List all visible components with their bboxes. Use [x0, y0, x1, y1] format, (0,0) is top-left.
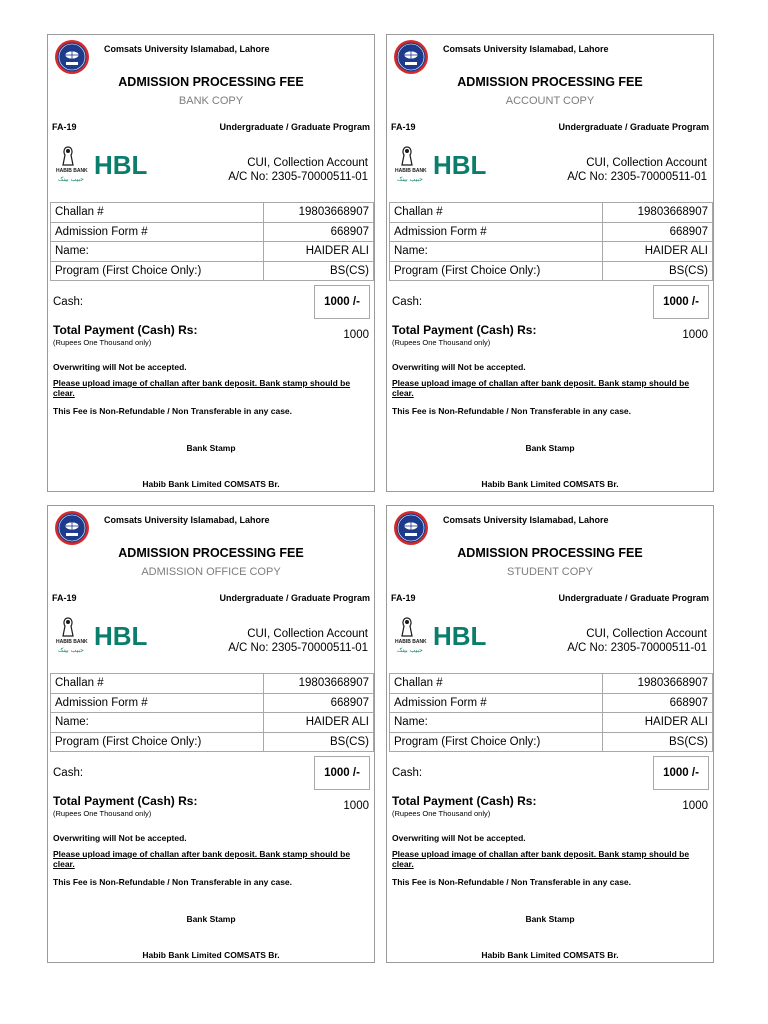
name-label: Name:	[51, 713, 264, 733]
form-code: FA-19	[52, 122, 77, 132]
program-type: Undergraduate / Graduate Program	[219, 122, 370, 132]
total-payment-value: 1000	[682, 329, 708, 341]
challan-account-copy	[386, 34, 714, 492]
program-type: Undergraduate / Graduate Program	[558, 593, 709, 603]
non-refundable-note: This Fee is Non-Refundable / Non Transferable in any case.	[392, 406, 632, 416]
bank-branch-label: Habib Bank Limited COMSATS Br.	[142, 479, 280, 489]
hbl-logo-icon	[54, 141, 150, 185]
bank-stamp-label: Bank Stamp	[186, 914, 236, 924]
challan-admission-office-copy	[47, 505, 375, 963]
bank-logo-urdu: حبیب بینک	[397, 647, 423, 654]
total-payment-label: Total Payment (Cash) Rs:	[392, 323, 537, 337]
hbl-logo-icon	[393, 141, 489, 185]
total-payment-label: Total Payment (Cash) Rs:	[392, 794, 537, 808]
total-in-words: (Rupees One Thousand only)	[392, 809, 491, 818]
challan-label: Challan #	[51, 674, 264, 694]
program-label: Program (First Choice Only:)	[390, 261, 603, 281]
table-row	[51, 674, 374, 694]
program-type: Undergraduate / Graduate Program	[219, 593, 370, 603]
bank-branch-label: Habib Bank Limited COMSATS Br.	[481, 950, 619, 960]
overwriting-note: Overwriting will Not be accepted.	[53, 833, 187, 843]
account-number: A/C No: 2305-70000511-01	[228, 642, 368, 654]
bank-logo-text: HBL	[433, 621, 487, 651]
table-row	[51, 242, 374, 262]
cash-label: Cash:	[392, 767, 423, 779]
bank-logo-subtitle: HABIB BANK	[56, 168, 88, 174]
account-number: A/C No: 2305-70000511-01	[567, 642, 707, 654]
name-value: HAIDER ALI	[264, 713, 374, 733]
table-row	[390, 242, 713, 262]
name-value: HAIDER ALI	[603, 713, 713, 733]
fee-title: ADMISSION PROCESSING FEE	[118, 546, 304, 560]
cash-label: Cash:	[53, 767, 84, 779]
account-info	[567, 627, 707, 655]
upload-instruction-note: Please upload image of challan after bank deposit. Bank stamp should be clear.	[53, 378, 351, 398]
copy-type-label: ADMISSION OFFICE COPY	[141, 566, 281, 578]
challan-value: 19803668907	[603, 674, 713, 694]
account-info	[567, 156, 707, 184]
account-name: CUI, Collection Account	[586, 628, 707, 640]
upload-instruction-note: Please upload image of challan after bank deposit. Bank stamp should be clear.	[392, 378, 690, 398]
account-info	[228, 156, 368, 184]
admission-form-label: Admission Form #	[390, 222, 603, 242]
table-row	[390, 261, 713, 281]
table-row	[390, 693, 713, 713]
table-row	[51, 222, 374, 242]
bank-logo-subtitle: HABIB BANK	[56, 639, 88, 645]
challan-value: 19803668907	[264, 674, 374, 694]
cash-amount-box: 1000 /-	[314, 756, 370, 790]
hbl-logo-icon	[393, 612, 489, 656]
copy-type-label: ACCOUNT COPY	[505, 95, 595, 107]
account-name: CUI, Collection Account	[247, 157, 368, 169]
program-value: BS(CS)	[603, 732, 713, 752]
non-refundable-note: This Fee is Non-Refundable / Non Transferable in any case.	[53, 877, 293, 887]
account-info	[228, 627, 368, 655]
university-logo-icon	[54, 510, 90, 546]
overwriting-note: Overwriting will Not be accepted.	[53, 362, 187, 372]
name-value: HAIDER ALI	[603, 242, 713, 262]
admission-form-value: 668907	[264, 222, 374, 242]
table-row	[51, 261, 374, 281]
bank-branch-label: Habib Bank Limited COMSATS Br.	[142, 950, 280, 960]
hbl-logo-icon	[54, 612, 150, 656]
challan-details-table	[389, 673, 713, 752]
admission-form-value: 668907	[264, 693, 374, 713]
cash-amount-box: 1000 /-	[653, 285, 709, 319]
cash-amount-box: 1000 /-	[653, 756, 709, 790]
fee-title: ADMISSION PROCESSING FEE	[457, 75, 643, 89]
cash-label: Cash:	[392, 296, 423, 308]
program-value: BS(CS)	[264, 261, 374, 281]
total-payment-value: 1000	[682, 800, 708, 812]
university-name: Comsats University Islamabad, Lahore	[104, 44, 270, 54]
table-row	[390, 674, 713, 694]
name-label: Name:	[390, 242, 603, 262]
bank-logo-text: HBL	[94, 150, 148, 180]
program-type: Undergraduate / Graduate Program	[558, 122, 709, 132]
total-in-words: (Rupees One Thousand only)	[53, 809, 152, 818]
bank-stamp-label: Bank Stamp	[525, 443, 575, 453]
fee-title: ADMISSION PROCESSING FEE	[457, 546, 643, 560]
total-payment-value: 1000	[343, 800, 369, 812]
table-row	[51, 732, 374, 752]
challan-details-table	[50, 673, 374, 752]
university-name: Comsats University Islamabad, Lahore	[104, 515, 270, 525]
table-row	[51, 693, 374, 713]
program-label: Program (First Choice Only:)	[51, 732, 264, 752]
admission-form-label: Admission Form #	[51, 693, 264, 713]
program-label: Program (First Choice Only:)	[51, 261, 264, 281]
total-in-words: (Rupees One Thousand only)	[53, 338, 152, 347]
admission-form-value: 668907	[603, 222, 713, 242]
fee-title: ADMISSION PROCESSING FEE	[118, 75, 304, 89]
non-refundable-note: This Fee is Non-Refundable / Non Transferable in any case.	[53, 406, 293, 416]
copy-type-label: BANK COPY	[178, 95, 244, 107]
table-row	[51, 713, 374, 733]
challan-label: Challan #	[390, 674, 603, 694]
bank-logo-urdu: حبیب بینک	[58, 176, 84, 183]
name-label: Name:	[51, 242, 264, 262]
form-code: FA-19	[52, 593, 77, 603]
challan-value: 19803668907	[603, 203, 713, 223]
bank-logo-urdu: حبیب بینک	[397, 176, 423, 183]
total-payment-label: Total Payment (Cash) Rs:	[53, 794, 198, 808]
bank-logo-text: HBL	[433, 150, 487, 180]
university-logo-icon	[54, 39, 90, 75]
upload-instruction-note: Please upload image of challan after bank deposit. Bank stamp should be clear.	[392, 849, 690, 869]
bank-logo-urdu: حبیب بینک	[58, 647, 84, 654]
cash-label: Cash:	[53, 296, 84, 308]
total-payment-value: 1000	[343, 329, 369, 341]
program-label: Program (First Choice Only:)	[390, 732, 603, 752]
admission-form-label: Admission Form #	[390, 693, 603, 713]
table-row	[51, 203, 374, 223]
upload-instruction-note: Please upload image of challan after bank deposit. Bank stamp should be clear.	[53, 849, 351, 869]
university-logo-icon	[393, 39, 429, 75]
university-name: Comsats University Islamabad, Lahore	[443, 515, 609, 525]
account-number: A/C No: 2305-70000511-01	[228, 171, 368, 183]
challan-label: Challan #	[51, 203, 264, 223]
name-label: Name:	[390, 713, 603, 733]
overwriting-note: Overwriting will Not be accepted.	[392, 833, 526, 843]
table-row	[390, 732, 713, 752]
name-value: HAIDER ALI	[264, 242, 374, 262]
challan-details-table	[389, 202, 713, 281]
challan-student-copy	[386, 505, 714, 963]
account-name: CUI, Collection Account	[247, 628, 368, 640]
program-value: BS(CS)	[264, 732, 374, 752]
table-row	[390, 713, 713, 733]
challan-details-table	[50, 202, 374, 281]
bank-logo-subtitle: HABIB BANK	[395, 168, 427, 174]
program-value: BS(CS)	[603, 261, 713, 281]
form-code: FA-19	[391, 122, 416, 132]
account-number: A/C No: 2305-70000511-01	[567, 171, 707, 183]
non-refundable-note: This Fee is Non-Refundable / Non Transferable in any case.	[392, 877, 632, 887]
cash-amount-box: 1000 /-	[314, 285, 370, 319]
bank-branch-label: Habib Bank Limited COMSATS Br.	[481, 479, 619, 489]
table-row	[390, 203, 713, 223]
challan-value: 19803668907	[264, 203, 374, 223]
university-logo-icon	[393, 510, 429, 546]
challan-label: Challan #	[390, 203, 603, 223]
total-in-words: (Rupees One Thousand only)	[392, 338, 491, 347]
admission-form-label: Admission Form #	[51, 222, 264, 242]
copy-type-label: STUDENT COPY	[507, 566, 593, 578]
bank-stamp-label: Bank Stamp	[525, 914, 575, 924]
bank-logo-subtitle: HABIB BANK	[395, 639, 427, 645]
overwriting-note: Overwriting will Not be accepted.	[392, 362, 526, 372]
bank-stamp-label: Bank Stamp	[186, 443, 236, 453]
admission-form-value: 668907	[603, 693, 713, 713]
account-name: CUI, Collection Account	[586, 157, 707, 169]
challan-bank-copy	[47, 34, 375, 492]
bank-logo-text: HBL	[94, 621, 148, 651]
university-name: Comsats University Islamabad, Lahore	[443, 44, 609, 54]
form-code: FA-19	[391, 593, 416, 603]
total-payment-label: Total Payment (Cash) Rs:	[53, 323, 198, 337]
table-row	[390, 222, 713, 242]
